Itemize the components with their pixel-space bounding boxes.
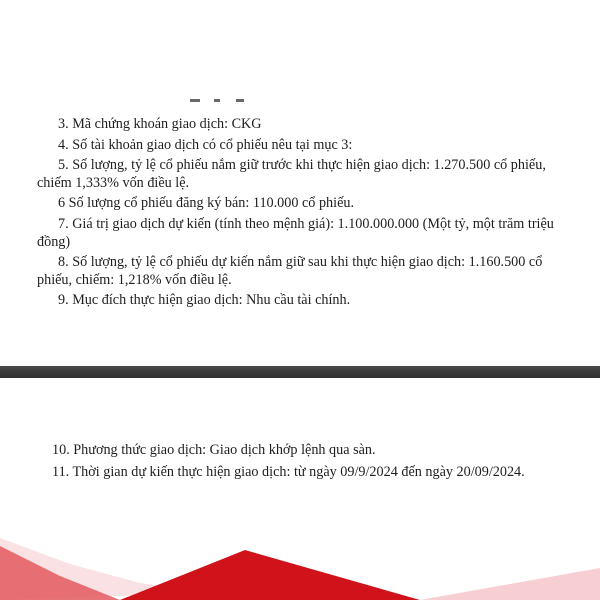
item-5-holding-before-line-2: chiếm 1,333% vốn điều lệ. xyxy=(37,175,190,191)
item-11-expected-time: 11. Thời gian dự kiến thực hiện giao dịch: từ ngày 09/9/2024 đến ngày 20/09/2024. xyxy=(52,464,525,480)
item-9-purpose: 9. Mục đích thực hiện giao dịch: Nhu cầu tài chính. xyxy=(58,292,351,308)
item-7-expected-value-line-1: 7. Giá trị giao dịch dự kiến (tính theo mệnh giá): 1.100.000.000 (Một tỷ, một trăm triệu xyxy=(58,216,554,232)
item-3-stock-code: 3. Mã chứng khoán giao dịch: CKG xyxy=(58,116,262,132)
item-6-registered-sell-quantity: 6 Số lượng cổ phiếu đăng ký bán: 110.000 cổ phiếu. xyxy=(58,195,355,211)
cropped-text-line xyxy=(0,99,600,109)
item-5-holding-before-line-1: 5. Số lượng, tỷ lệ cổ phiếu nắm giữ trước khi thực hiện giao dịch: 1.270.500 cổ phiếu, xyxy=(58,157,546,173)
document-page-bottom xyxy=(0,378,600,600)
decorative-corner-shapes xyxy=(0,378,600,600)
item-8-holding-after-line-2: phiếu, chiếm: 1,218% vốn điều lệ. xyxy=(37,272,232,288)
item-10-method: 10. Phương thức giao dịch: Giao dịch khớp lệnh qua sàn. xyxy=(52,442,376,458)
item-4-account-number: 4. Số tài khoản giao dịch có cổ phiếu nêu tại mục 3: xyxy=(58,137,353,153)
page-divider xyxy=(0,366,600,378)
item-7-expected-value-line-2: đồng) xyxy=(37,234,71,250)
item-8-holding-after-line-1: 8. Số lượng, tỷ lệ cổ phiếu dự kiến nắm giữ sau khi thực hiện giao dịch: 1.160.500 cổ xyxy=(58,254,543,270)
